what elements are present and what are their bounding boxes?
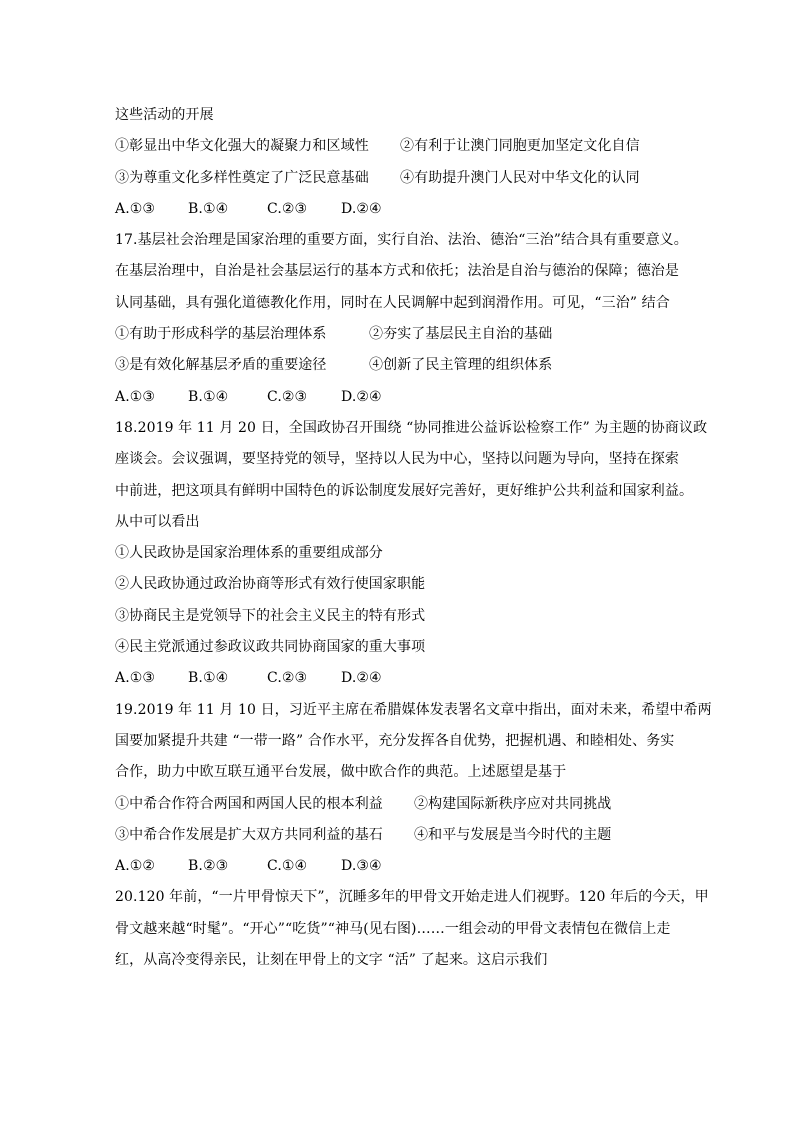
q17-options-row-2 [115,350,695,381]
q18-answer-a: A.①③ [115,670,156,687]
q16-answer-b: B.①④ [188,200,229,217]
q16-answer-c: C.②③ [267,200,308,217]
q17-answer-c: C.②③ [267,388,308,405]
q16-options-row-2 [115,163,695,194]
q18-answer-c: C.②③ [267,670,308,687]
q18-option-2: ②人民政协通过政治协商等形式有效行使国家职能 [115,576,426,593]
q17-stem-line-3: 认同基础，具有强化道德教化作用，同时在人民调解中起到润滑作用。可见，“三治” 结合 [115,294,670,311]
q17-stem-line-2: 在基层治理中，自治是社会基层运行的基本方式和依托；法治是自治与德治的保障；德治是 [115,263,679,280]
q17-answer-d: D.②④ [341,388,382,405]
q16-answer-a: A.①③ [115,200,156,217]
q19-option-1: ①中希合作符合两国和两国人民的根本利益 [115,795,383,812]
q19-answers [115,851,695,882]
q16-option-2: ②有利于让澳门同胞更加坚定文化自信 [400,138,640,155]
q19-stem-line-1: 19.2019 年 11 月 10 日，习近平主席在希腊媒体发表署名文章中指出，面对未来，希望中希两 [115,701,712,718]
q19-answer-a: A.①② [115,858,156,875]
q18-option-1: ①人民政协是国家治理体系的重要组成部分 [115,545,383,562]
q18-option-4: ④民主党派通过参政议政共同协商国家的重大事项 [115,639,426,656]
q16-answer-d: D.②④ [341,200,382,217]
q16-answers [115,194,695,225]
q19-options-row-1 [115,789,695,820]
q17-options-row-1 [115,319,695,350]
q19-option-3: ③中希合作发展是扩大双方共同利益的基石 [115,826,383,843]
q18-answer-b: B.①④ [188,670,229,687]
q17-option-4: ④创新了民主管理的组织体系 [369,357,553,374]
q17-answer-b: B.①④ [188,388,229,405]
q19-answer-b: B.②③ [188,858,229,875]
q18-stem-line-1: 18.2019 年 11 月 20 日，全国政协召开围绕 “协同推进公益诉讼检察工作” 为主题的协商议政 [115,419,708,436]
q18-stem-line-3: 中前进，把这项具有鲜明中国特色的诉讼制度发展好完善好，更好维护公共利益和国家利益。 [115,482,694,499]
q18-answer-d: D.②④ [341,670,382,687]
q19-stem-line-3: 合作，助力中欧互联互通平台发展，做中欧合作的典范。上述愿望是基于 [115,764,567,781]
q19-answer-c: C.①④ [267,858,308,875]
q17-option-1: ①有助于形成科学的基层治理体系 [115,326,327,343]
q19-option-2: ②构建国际新秩序应对共同挑战 [414,795,612,812]
q17-answer-a: A.①③ [115,388,156,405]
q16-option-1: ①彰显出中华文化强大的凝聚力和区域性 [115,138,369,155]
q18-stem-line-4: 从中可以看出 [115,513,200,530]
q18-stem-line-2: 座谈会。会议强调，要坚持党的领导，坚持以人民为中心，坚持以问题为导向，坚持在探索 [115,451,679,468]
q19-options-row-2 [115,820,695,851]
q17-option-3: ③是有效化解基层矛盾的重要途径 [115,357,327,374]
q18-answers [115,663,695,694]
q18-option-3: ③协商民主是党领导下的社会主义民主的特有形式 [115,607,426,624]
q17-answers [115,382,695,413]
q16-option-3: ③为尊重文化多样性奠定了广泛民意基础 [115,169,369,186]
q17-stem-line-1: 17.基层社会治理是国家治理的重要方面，实行自治、法治、德治“三治”结合具有重要意义。 [115,232,688,249]
q19-stem-line-2: 国要加紧提升共建 “一带一路” 合作水平，充分发挥各自优势，把握机遇、和睦相处、务实 [115,732,675,749]
q20-stem-line-3: 红，从高冷变得亲民，让刻在甲骨上的文字 “活” 了起来。这启示我们 [115,952,548,969]
q20-stem-line-1: 20.120 年前，“一片甲骨惊天下”，沉睡多年的甲骨文开始走进人们视野。120 年后的今天，甲 [115,889,709,906]
exam-page [115,100,712,976]
q16-options-row-1 [115,131,695,162]
q19-answer-d: D.③④ [341,858,382,875]
q17-option-2: ②夯实了基层民主自治的基础 [369,326,553,343]
q16-stem-end: 这些活动的开展 [115,107,214,123]
q16-option-4: ④有助提升澳门人民对中华文化的认同 [400,169,640,186]
q19-option-4: ④和平与发展是当今时代的主题 [414,826,612,843]
q20-stem-line-2: 骨文越来越“时髦”。“开心”“吃货”“神马(见右图)……一组会动的甲骨文表情包在微信上走 [115,920,671,937]
